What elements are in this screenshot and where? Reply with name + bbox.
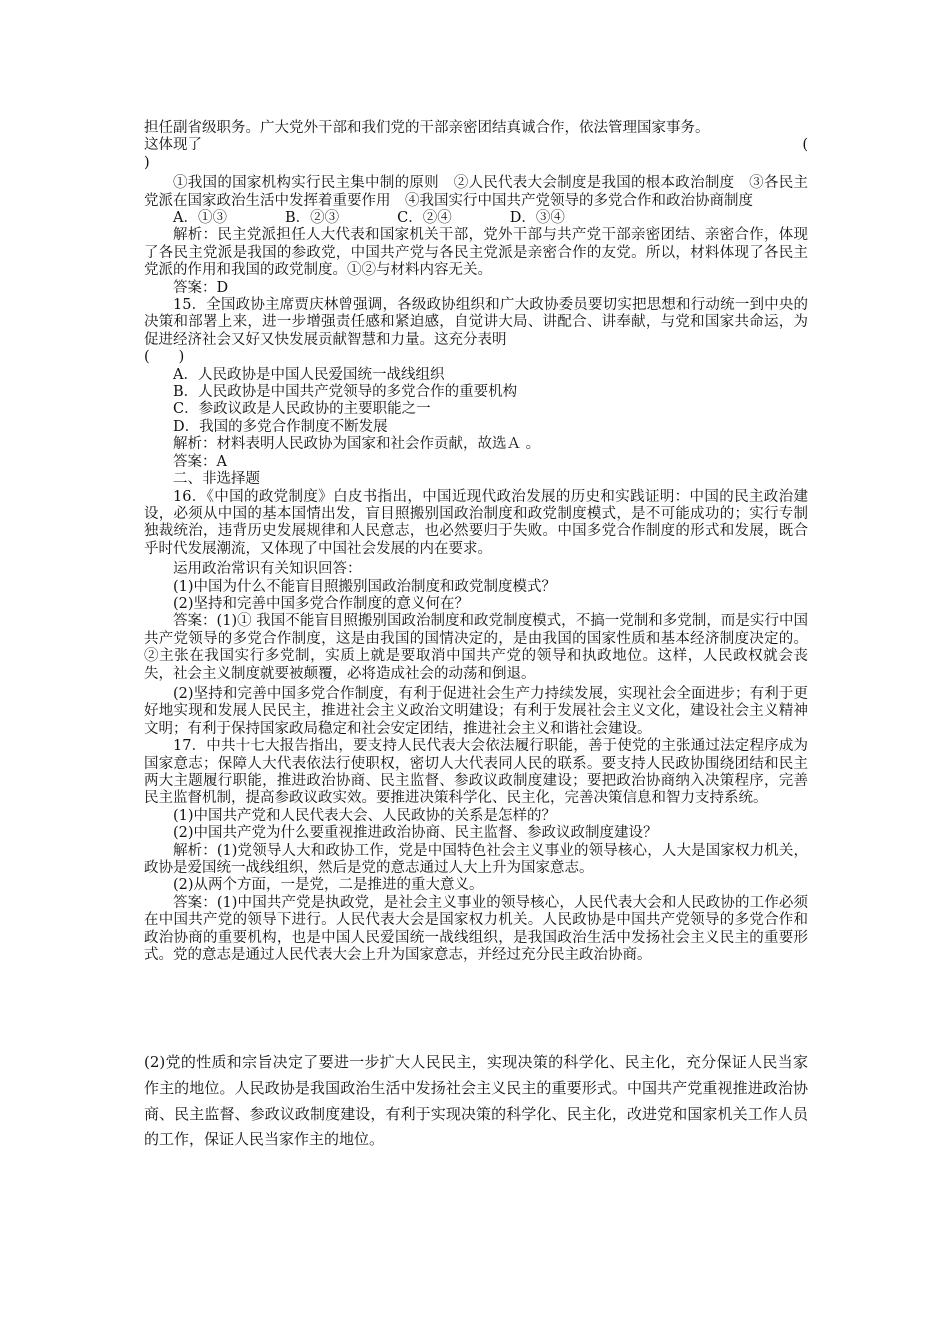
q17-stem: 17．中共十七大报告指出，要支持人民代表大会依法履行职能，善于使党的主张通过法定程序成为国家意志；保障人大代表依法行使职权，密切人大代表同人民的联系。要支持人民政协围绕团结和民主两大主题履行职能，推进政治协商、民主监督、参政议政制度建设；要把政治协商纳入决策程序，完善民主监督机制，提高参政议政实效。要推进决策科学化、民主化，完善决策信息和智力支持系统。 xyxy=(144,738,808,807)
q16-sub2: (2)坚持和完善中国多党合作制度的意义何在？ xyxy=(173,595,470,612)
q14-answer: 答案：D xyxy=(173,279,229,296)
q15-answer: 答案：A xyxy=(173,453,227,470)
q14-stem-line2 xyxy=(144,137,808,154)
q16-instruction: 运用政治常识有关知识回答： xyxy=(173,561,362,578)
q15-paren: ( ) xyxy=(144,349,185,366)
q15-stem: 15．全国政协主席贾庆林曾强调，各级政协组织和广大政协委员要切实把思想和行动统一到中央的决策和部署上来，进一步增强责任感和紧迫感，自觉讲大局、讲配合、讲奉献，与党和国家共命运，为促进经济社会又好又快发展贡献智慧和力量。这充分表明 xyxy=(144,297,808,348)
q17-analysis2: (2)从两个方面，一是党，二是推进的重大意义。 xyxy=(173,877,484,894)
q15-option-a: A．人民政协是中国人民爱国统一战线组织 xyxy=(173,366,445,383)
q17-answer1: 答案：(1)中国共产党是执政党，是社会主义事业的领导核心，人民代表大会和人民政协的工作必须在中国共产党的领导下进行。人民代表大会是国家权力机关。人民政协是中国共产党领导的多党合作和政治协商的重要机构，也是中国人民爱国统一战线组织，是我国政治生活中发扬社会主义民主的重要形式。党的意志是通过人民代表大会上升为国家意志，并经过充分民主政治协商。 xyxy=(144,894,808,964)
q17-sub1: (1)中国共产党和人民代表大会、人民政协的关系是怎样的？ xyxy=(173,807,557,824)
q16-answer1: 答案：(1)① 我国不能盲目照搬别国政治制度和政党制度模式，不搞一党制和多党制，而是实行中国共产党领导的多党合作制度，这是由我国的国情决定的，是由我国的国家性质和基本经济制度决定的。②主张在我国实行多党制，实质上就是要取消中国共产党的领导和执政地位。这样，人民政权就会丧失，社会主义制度就要被颠覆，必将造成社会的动荡和倒退。 xyxy=(144,613,808,682)
q15-analysis: 解析：材料表明人民政协为国家和社会作贡献，故选Ａ 。 xyxy=(173,436,541,453)
q16-sub1: (1)中国为什么不能盲目照搬别国政治制度和政党制度模式？ xyxy=(173,578,557,595)
q16-answer2: (2)坚持和完善中国多党合作制度，有利于促进社会生产力持续发展，实现社会全面进步；有利于更好地实现和发展人民民主，推进社会主义政治文明建设；有利于发展社会主义文化，建设社会主义精神文明；有利于保持国家政局稳定和社会安定团结，推进社会主义和谐社会建设。 xyxy=(144,685,808,737)
q14-paren-open: ( xyxy=(802,137,808,154)
q15-option-c: C．参政议政是人民政协的主要职能之一 xyxy=(173,401,431,418)
q14-stem-tail: 这体现了 xyxy=(144,137,202,154)
dense-text-block xyxy=(144,120,808,964)
q15-option-b: B．人民政协是中国共产党领导的多党合作的重要机构 xyxy=(173,384,518,401)
q16-stem: 16．《中国的政党制度》白皮书指出，中国近现代政治发展的历史和实践证明：中国的民主政治建设，必须从中国的基本国情出发，盲目照搬别国政治制度和政党制度模式，是不可能成功的；实行专制独裁统治，违背历史发展规律和人民意志，也必然要归于失败。中国多党合作制度的形式和发展，既合乎时代发展潮流，又体现了中国社会发展的内在要求。 xyxy=(144,488,808,557)
q14-statements: ①我国的国家机构实行民主集中制的原则 ②人民代表大会制度是我国的根本政治制度 ③各民主党派在国家政治生活中发挥着重要作用 ④我国实行中国共产党领导的多党合作和政治协商制度 xyxy=(144,175,808,209)
q14-analysis: 解析：民主党派担任人大代表和国家机关干部，党外干部与共产党干部亲密团结、亲密合作，体现了各民主党派是我国的参政党，中国共产党与各民主党派是亲密合作的友党。所以，材料体现了各民主党派的作用和我国的政党制度。①②与材料内容无关。 xyxy=(144,227,808,279)
q14-stem-line1: 担任副省级职务。广大党外干部和我们党的干部亲密团结真诚合作，依法管理国家事务。 xyxy=(144,120,710,136)
q14-options: A．①③ B．②③ C．②④ D．③④ xyxy=(173,210,565,227)
q14-paren-close: ) xyxy=(144,154,150,171)
section-heading: 二、非选择题 xyxy=(173,471,260,488)
q17-analysis1: 解析：(1)党领导人大和政协工作，党是中国特色社会主义事业的领导核心，人大是国家权力机关，政协是爱国统一战线组织，然后是党的意志通过人大上升为国家意志。 xyxy=(144,842,808,877)
q17-sub2: (2)中国共产党为什么要重视推进政治协商、民主监督、参政议政制度建设？ xyxy=(173,825,658,842)
q17-answer2: (2)党的性质和宗旨决定了要进一步扩大人民民主，实现决策的科学化、民主化，充分保证人民当家作主的地位。人民政协是我国政治生活中发扬社会主义民主的重要形式。中国共产党重视推进政治协商、民主监督、参政议政制度建设，有利于实现决策的科学化、民主化，改进党和国家机关工作人员的工作，保证人民当家作主的地位。 xyxy=(144,1053,808,1149)
loose-text-block xyxy=(144,1050,808,1153)
q15-option-d: D．我国的多党合作制度不断发展 xyxy=(173,418,388,435)
